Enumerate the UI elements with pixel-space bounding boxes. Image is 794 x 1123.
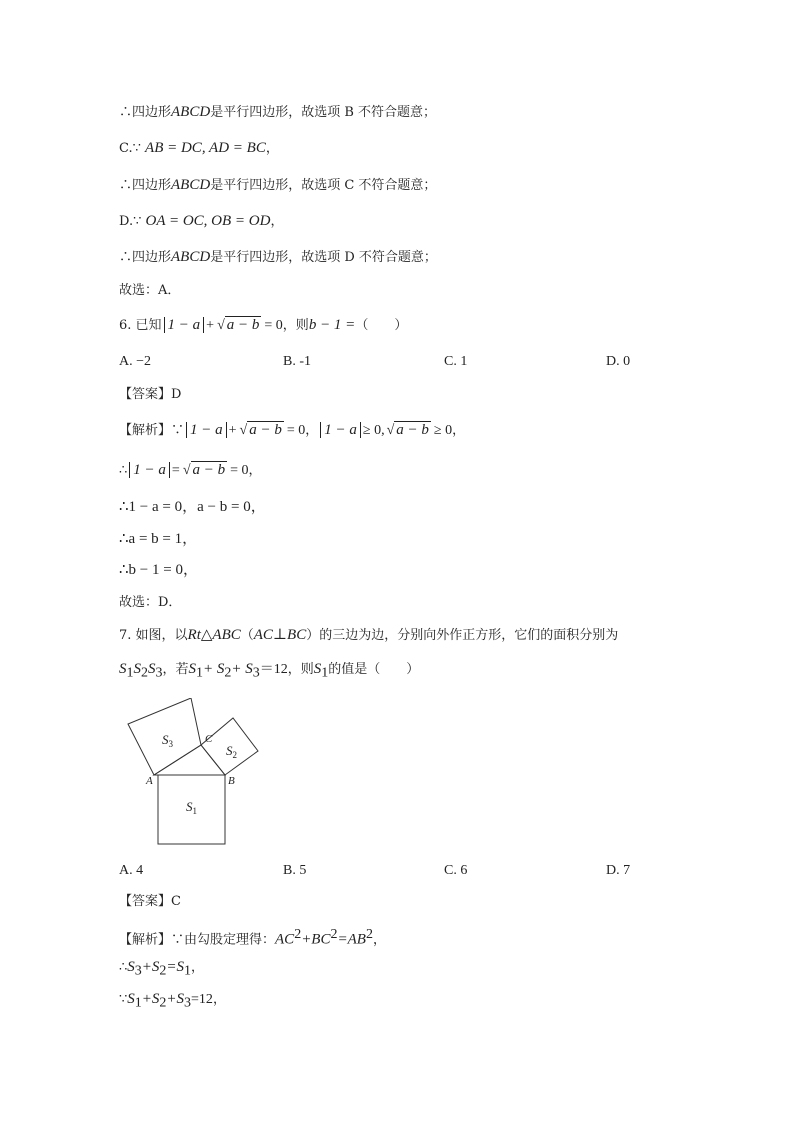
then-text: ，则 bbox=[287, 662, 314, 677]
absolute-value-expression: 1 − a bbox=[320, 422, 361, 438]
question-7-stem bbox=[119, 625, 618, 646]
subscript: 2 bbox=[159, 995, 167, 1011]
line-text: D.∵ bbox=[119, 214, 146, 229]
label-vertex-a: A bbox=[146, 775, 153, 787]
subscript: 3 bbox=[184, 995, 192, 1011]
s-symbol: +S bbox=[166, 991, 185, 1007]
s-symbol: S bbox=[148, 661, 156, 677]
equals-twelve: =12 bbox=[191, 992, 213, 1007]
question-7-stem-line2 bbox=[119, 659, 419, 684]
solution-line: ∴a = b = 1， bbox=[119, 531, 198, 547]
option-c: C. 6 bbox=[444, 863, 468, 878]
math-expression: OA = OC, OB = OD bbox=[145, 213, 271, 229]
question-lead: 7. 如图，以 bbox=[119, 628, 188, 643]
equals-sign: = bbox=[171, 463, 180, 478]
s-symbol: + S bbox=[231, 661, 253, 677]
subscript: 2 bbox=[224, 665, 232, 681]
conclusion-line: 故选：A． bbox=[119, 283, 181, 298]
math-expression: ABCD bbox=[171, 177, 211, 193]
equals-zero: = 0 bbox=[264, 318, 283, 333]
subscript: 1 bbox=[196, 665, 204, 681]
plus-sign: + bbox=[228, 423, 237, 438]
answer-label: 【答案】C bbox=[119, 894, 181, 909]
sqrt-radicand: a − b bbox=[396, 422, 429, 438]
subscript: 1 bbox=[184, 963, 192, 979]
therefore-symbol: ∴ bbox=[119, 463, 128, 478]
triangle-abc bbox=[154, 745, 225, 775]
question-6-stem bbox=[119, 315, 407, 336]
s-symbol: + S bbox=[203, 661, 225, 677]
text-line bbox=[119, 247, 437, 268]
equals-zero: = 0 bbox=[230, 463, 249, 478]
subscript: 3 bbox=[155, 665, 163, 681]
solution-line: ∴b − 1 = 0， bbox=[119, 562, 198, 578]
superscript: 2 bbox=[330, 927, 338, 942]
line-text: 是平行四边形，故选项 B 不符合题意； bbox=[210, 105, 437, 120]
math-expression: AB = DC, AD = BC bbox=[145, 140, 266, 156]
subscript: 3 bbox=[252, 665, 260, 681]
solution-line bbox=[119, 957, 204, 982]
s-symbol: S bbox=[313, 661, 322, 677]
absolute-value-expression: 1 − a bbox=[164, 317, 205, 333]
option-b: B. -1 bbox=[283, 354, 311, 369]
answer-label: 【答案】D bbox=[119, 387, 182, 402]
subscript: 2 bbox=[141, 665, 148, 681]
s-symbol: +S bbox=[141, 991, 160, 1007]
math-term: AC bbox=[275, 931, 295, 948]
line-text: ， bbox=[265, 141, 279, 156]
perpendicular-condition: AC⊥BC bbox=[253, 627, 307, 643]
sqrt-radicand: a − b bbox=[192, 462, 226, 478]
text-line bbox=[119, 211, 283, 232]
triangle-name: Rt△ABC bbox=[187, 627, 241, 643]
s-symbol: S bbox=[119, 661, 127, 677]
comma: ， bbox=[212, 992, 226, 1007]
math-expression: ABCD bbox=[171, 249, 211, 265]
s-symbol: S bbox=[133, 661, 141, 677]
math-term: =AB bbox=[337, 931, 366, 948]
superscript: 2 bbox=[365, 927, 373, 942]
s-symbol: S bbox=[127, 959, 135, 975]
condition-text: ，若 bbox=[162, 662, 189, 677]
sqrt-radicand: a − b bbox=[249, 422, 282, 438]
label-s1: $S_1$ bbox=[186, 799, 197, 816]
option-a: A. 4 bbox=[119, 863, 144, 878]
question-lead: 6. 已知 bbox=[119, 318, 162, 333]
subscript: 2 bbox=[159, 963, 167, 979]
sqrt-icon: √ bbox=[386, 423, 395, 438]
then-text: ，则 bbox=[282, 318, 309, 333]
therefore-symbol: ∴ bbox=[119, 960, 128, 975]
math-term: +BC bbox=[301, 931, 331, 948]
option-a: A. −2 bbox=[119, 354, 152, 369]
line-text: 是平行四边形，故选项 C 不符合题意； bbox=[210, 178, 437, 193]
label-s3: $S_3$ bbox=[162, 732, 173, 749]
label-vertex-c: C bbox=[205, 733, 213, 745]
subscript: 1 bbox=[126, 665, 134, 681]
comma: ， bbox=[248, 463, 262, 478]
text-line bbox=[119, 138, 279, 159]
equals-zero: = 0 bbox=[286, 423, 306, 438]
superscript: 2 bbox=[294, 927, 302, 942]
paren-open: （ bbox=[240, 628, 254, 643]
line-text: ∴四边形 bbox=[119, 178, 172, 193]
s-symbol: S bbox=[127, 991, 135, 1007]
s-symbol: =S bbox=[166, 959, 185, 975]
solution-line bbox=[119, 925, 386, 950]
absolute-value-expression: 1 − a bbox=[186, 422, 227, 438]
label-s2: $S_2$ bbox=[226, 743, 237, 760]
comma: ， bbox=[305, 423, 319, 438]
line-text: ， bbox=[270, 214, 284, 229]
math-expression: ABCD bbox=[171, 104, 211, 120]
line-text: C.∵ bbox=[119, 141, 146, 156]
solution-line bbox=[119, 460, 262, 481]
s-symbol: +S bbox=[141, 959, 160, 975]
because-symbol: ∵ bbox=[119, 992, 128, 1007]
subscript: 3 bbox=[134, 963, 142, 979]
question-tail: 的值是（ ） bbox=[328, 662, 420, 677]
option-c: C. 1 bbox=[444, 354, 468, 369]
plus-sign: + bbox=[206, 318, 215, 333]
answer-blank: （ ） bbox=[355, 318, 408, 333]
solution-line: ∴1 − a = 0，a − b = 0， bbox=[119, 499, 266, 515]
option-b: B. 5 bbox=[283, 863, 307, 878]
sqrt-icon: √ bbox=[182, 463, 191, 478]
comma: ， bbox=[372, 932, 386, 948]
sqrt-icon: √ bbox=[239, 423, 248, 438]
conclusion-line: 故选：D． bbox=[119, 595, 182, 610]
solution-line bbox=[119, 989, 226, 1014]
text-line bbox=[119, 175, 436, 196]
sqrt-radicand: a − b bbox=[226, 317, 260, 333]
solution-label: 【解析】∵由勾股定理得： bbox=[119, 932, 276, 948]
comma: ， bbox=[452, 423, 466, 438]
text-line bbox=[119, 102, 436, 123]
line-text: ∴四边形 bbox=[119, 250, 172, 265]
comma: ， bbox=[191, 960, 205, 975]
subscript: 1 bbox=[321, 665, 329, 681]
nonneg-inequality: ≥ 0, bbox=[362, 423, 385, 438]
subscript: 1 bbox=[134, 995, 142, 1011]
asked-expression: b − 1 = bbox=[308, 317, 356, 333]
option-d: D. 7 bbox=[606, 863, 631, 878]
s-symbol: S bbox=[188, 661, 197, 677]
solution-line bbox=[119, 420, 465, 441]
solution-label: 【解析】∵ bbox=[119, 423, 185, 438]
equals-twelve: ＝12 bbox=[259, 662, 288, 677]
question-text: ）的三边为边，分别向外作正方形，它们的面积分别为 bbox=[306, 628, 619, 643]
sqrt-icon: √ bbox=[217, 318, 225, 333]
nonneg-inequality: ≥ 0 bbox=[433, 423, 453, 438]
line-text: 是平行四边形，故选项 D 不符合题意； bbox=[210, 250, 437, 265]
label-vertex-b: B bbox=[228, 775, 235, 787]
line-text: ∴四边形 bbox=[119, 105, 172, 120]
pythagoras-squares-figure bbox=[124, 698, 274, 850]
absolute-value-expression: 1 − a bbox=[129, 462, 170, 478]
option-d: D. 0 bbox=[606, 354, 631, 369]
